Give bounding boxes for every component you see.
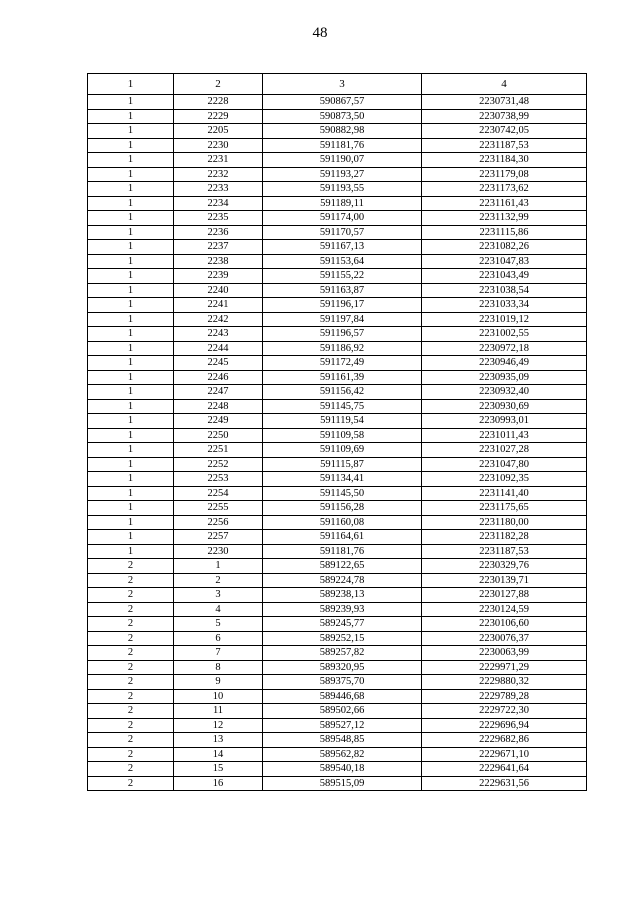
table-cell: 589562,82 (263, 747, 422, 762)
table-cell: 1 (88, 472, 174, 487)
table-row (88, 414, 587, 429)
table-cell: 2240 (174, 283, 263, 298)
table-cell: 2235 (174, 211, 263, 226)
table-cell: 1 (88, 95, 174, 110)
table-cell: 591155,22 (263, 269, 422, 284)
table-cell: 2231141,40 (422, 486, 587, 501)
table-cell: 591172,49 (263, 356, 422, 371)
table-cell: 591196,17 (263, 298, 422, 313)
table-cell: 2 (88, 776, 174, 791)
table-row (88, 182, 587, 197)
table-cell: 1 (88, 501, 174, 516)
table-cell: 2205 (174, 124, 263, 139)
table-body (88, 95, 587, 791)
table-cell: 2234 (174, 196, 263, 211)
table-row (88, 733, 587, 748)
table-row (88, 327, 587, 342)
column-header-3: 3 (263, 74, 422, 95)
table-cell: 2 (88, 718, 174, 733)
table-cell: 591115,87 (263, 457, 422, 472)
table-cell: 591161,39 (263, 370, 422, 385)
table-cell: 591163,87 (263, 283, 422, 298)
table-cell: 589320,95 (263, 660, 422, 675)
table-cell: 590873,50 (263, 109, 422, 124)
table-cell: 591145,75 (263, 399, 422, 414)
table-cell: 2231002,55 (422, 327, 587, 342)
table-cell: 2231179,08 (422, 167, 587, 182)
table-row (88, 776, 587, 791)
table-row (88, 472, 587, 487)
table-cell: 1 (88, 211, 174, 226)
table-cell: 2251 (174, 443, 263, 458)
table-cell: 16 (174, 776, 263, 791)
table-cell: 589238,13 (263, 588, 422, 603)
table-cell: 1 (88, 254, 174, 269)
table-cell: 2231 (174, 153, 263, 168)
table-cell: 590867,57 (263, 95, 422, 110)
table-cell: 1 (88, 356, 174, 371)
table-cell: 2 (88, 631, 174, 646)
table-cell: 6 (174, 631, 263, 646)
table-cell: 2230139,71 (422, 573, 587, 588)
table-cell: 1 (88, 312, 174, 327)
coordinates-table (87, 73, 587, 791)
table-cell: 591193,27 (263, 167, 422, 182)
table-row (88, 385, 587, 400)
table-cell: 2257 (174, 530, 263, 545)
table-cell: 1 (88, 428, 174, 443)
table-cell: 2229789,28 (422, 689, 587, 704)
table-cell: 5 (174, 617, 263, 632)
table-row (88, 138, 587, 153)
table-cell: 1 (88, 486, 174, 501)
table-row (88, 312, 587, 327)
table-row (88, 399, 587, 414)
table-cell: 591134,41 (263, 472, 422, 487)
table-cell: 2229641,64 (422, 762, 587, 777)
table-cell: 2231047,83 (422, 254, 587, 269)
table-row (88, 428, 587, 443)
table-row (88, 544, 587, 559)
table-row (88, 675, 587, 690)
table-cell: 2231082,26 (422, 240, 587, 255)
table-cell: 2229696,94 (422, 718, 587, 733)
table-row (88, 718, 587, 733)
table-cell: 591164,61 (263, 530, 422, 545)
table-cell: 589245,77 (263, 617, 422, 632)
table-cell: 591170,57 (263, 225, 422, 240)
table-cell: 2231182,28 (422, 530, 587, 545)
table-cell: 589252,15 (263, 631, 422, 646)
table-cell: 589257,82 (263, 646, 422, 661)
table-cell: 2229971,29 (422, 660, 587, 675)
table-row (88, 501, 587, 516)
table-cell: 2230 (174, 138, 263, 153)
table-row (88, 443, 587, 458)
table-cell: 2248 (174, 399, 263, 414)
table-cell: 591193,55 (263, 182, 422, 197)
table-cell: 1 (88, 530, 174, 545)
table-row (88, 283, 587, 298)
column-header-2: 2 (174, 74, 263, 95)
table-row (88, 269, 587, 284)
table-cell: 2229880,32 (422, 675, 587, 690)
table-cell: 591181,76 (263, 544, 422, 559)
table-row (88, 530, 587, 545)
table-cell: 2243 (174, 327, 263, 342)
table-cell: 2230946,49 (422, 356, 587, 371)
table-cell: 591190,07 (263, 153, 422, 168)
table-cell: 2 (88, 588, 174, 603)
table-cell: 591109,58 (263, 428, 422, 443)
table-cell: 2241 (174, 298, 263, 313)
table-cell: 2230738,99 (422, 109, 587, 124)
table-cell: 591119,54 (263, 414, 422, 429)
table-cell: 8 (174, 660, 263, 675)
table-cell: 2254 (174, 486, 263, 501)
column-header-1: 1 (88, 74, 174, 95)
table-cell: 2250 (174, 428, 263, 443)
table-cell: 589527,12 (263, 718, 422, 733)
table-row (88, 602, 587, 617)
table-row (88, 370, 587, 385)
table-cell: 2256 (174, 515, 263, 530)
table-cell: 2239 (174, 269, 263, 284)
table-cell: 591156,42 (263, 385, 422, 400)
table-cell: 2246 (174, 370, 263, 385)
table-cell: 2242 (174, 312, 263, 327)
table-cell: 2 (88, 733, 174, 748)
table-cell: 2231038,54 (422, 283, 587, 298)
table-cell: 2230124,59 (422, 602, 587, 617)
table-cell: 14 (174, 747, 263, 762)
table-cell: 2231187,53 (422, 544, 587, 559)
table-cell: 591196,57 (263, 327, 422, 342)
table-cell: 2231011,43 (422, 428, 587, 443)
table-cell: 2247 (174, 385, 263, 400)
table-cell: 2237 (174, 240, 263, 255)
table-cell: 13 (174, 733, 263, 748)
table-cell: 2231180,00 (422, 515, 587, 530)
table-cell: 2255 (174, 501, 263, 516)
table-row (88, 240, 587, 255)
table-cell: 2229631,56 (422, 776, 587, 791)
table-row (88, 196, 587, 211)
table-cell: 2231047,80 (422, 457, 587, 472)
table-cell: 2230063,99 (422, 646, 587, 661)
table-cell: 2231175,65 (422, 501, 587, 516)
table-cell: 2 (88, 660, 174, 675)
table-cell: 2230731,48 (422, 95, 587, 110)
table-cell: 590882,98 (263, 124, 422, 139)
table-row (88, 588, 587, 603)
table-cell: 10 (174, 689, 263, 704)
table-row (88, 689, 587, 704)
table-cell: 2249 (174, 414, 263, 429)
table-cell: 2230 (174, 544, 263, 559)
table-cell: 591160,08 (263, 515, 422, 530)
table-cell: 9 (174, 675, 263, 690)
table-row (88, 95, 587, 110)
table-cell: 2 (88, 602, 174, 617)
page-number: 48 (312, 25, 328, 41)
table-cell: 2230993,01 (422, 414, 587, 429)
table-row (88, 646, 587, 661)
table-cell: 1 (88, 153, 174, 168)
table-cell: 1 (88, 138, 174, 153)
table-cell: 591156,28 (263, 501, 422, 516)
table-row (88, 704, 587, 719)
header-row (88, 74, 587, 95)
table-cell: 2231187,53 (422, 138, 587, 153)
table-row (88, 254, 587, 269)
table-row (88, 211, 587, 226)
table-cell: 589540,18 (263, 762, 422, 777)
table-cell: 1 (88, 341, 174, 356)
table-cell: 2231161,43 (422, 196, 587, 211)
table-row (88, 660, 587, 675)
table-cell: 589239,93 (263, 602, 422, 617)
table-cell: 2252 (174, 457, 263, 472)
table-cell: 3 (174, 588, 263, 603)
table-cell: 591153,64 (263, 254, 422, 269)
table-cell: 2 (88, 762, 174, 777)
table-cell: 1 (88, 283, 174, 298)
table-cell: 2229722,30 (422, 704, 587, 719)
table-cell: 2229682,86 (422, 733, 587, 748)
table-cell: 1 (88, 109, 174, 124)
table-row (88, 762, 587, 777)
table-cell: 4 (174, 602, 263, 617)
table-row (88, 573, 587, 588)
table-cell: 1 (88, 124, 174, 139)
table-cell: 2 (88, 559, 174, 574)
table-row (88, 109, 587, 124)
table-cell: 2 (88, 617, 174, 632)
table-cell: 1 (88, 225, 174, 240)
table-cell: 7 (174, 646, 263, 661)
table-header (88, 74, 587, 95)
table-cell: 2245 (174, 356, 263, 371)
table-cell: 1 (174, 559, 263, 574)
table-cell: 591189,11 (263, 196, 422, 211)
table-cell: 589515,09 (263, 776, 422, 791)
table-cell: 2238 (174, 254, 263, 269)
table-cell: 2 (88, 747, 174, 762)
table-cell: 2231115,86 (422, 225, 587, 240)
table-cell: 2231033,34 (422, 298, 587, 313)
table-cell: 2231019,12 (422, 312, 587, 327)
table-cell: 2230076,37 (422, 631, 587, 646)
table-cell: 1 (88, 399, 174, 414)
table-cell: 2229671,10 (422, 747, 587, 762)
table-cell: 2230972,18 (422, 341, 587, 356)
table-row (88, 457, 587, 472)
table-cell: 589375,70 (263, 675, 422, 690)
table-cell: 2244 (174, 341, 263, 356)
table-cell: 2230935,09 (422, 370, 587, 385)
table-cell: 1 (88, 167, 174, 182)
table-cell: 591181,76 (263, 138, 422, 153)
table-cell: 11 (174, 704, 263, 719)
table-cell: 12 (174, 718, 263, 733)
table-cell: 591174,00 (263, 211, 422, 226)
table-cell: 1 (88, 414, 174, 429)
table-row (88, 225, 587, 240)
table-row (88, 515, 587, 530)
table-cell: 2232 (174, 167, 263, 182)
table-row (88, 356, 587, 371)
table-cell: 1 (88, 443, 174, 458)
table-row (88, 747, 587, 762)
table-cell: 2233 (174, 182, 263, 197)
table-cell: 2231132,99 (422, 211, 587, 226)
table-row (88, 559, 587, 574)
table-cell: 2236 (174, 225, 263, 240)
table-cell: 2231173,62 (422, 182, 587, 197)
table-row (88, 167, 587, 182)
table-cell: 15 (174, 762, 263, 777)
table-cell: 2 (88, 704, 174, 719)
table-cell: 2231043,49 (422, 269, 587, 284)
table-cell: 1 (88, 240, 174, 255)
table-cell: 2 (88, 573, 174, 588)
table-cell: 2230127,88 (422, 588, 587, 603)
table-cell: 589122,65 (263, 559, 422, 574)
table-cell: 1 (88, 385, 174, 400)
table-cell: 2230930,69 (422, 399, 587, 414)
table-cell: 1 (88, 196, 174, 211)
table-cell: 2 (88, 689, 174, 704)
table-cell: 2 (88, 675, 174, 690)
table-cell: 2253 (174, 472, 263, 487)
table-cell: 2230329,76 (422, 559, 587, 574)
table-cell: 591186,92 (263, 341, 422, 356)
table-cell: 591197,84 (263, 312, 422, 327)
column-header-4: 4 (422, 74, 587, 95)
table-cell: 1 (88, 327, 174, 342)
table-cell: 591167,13 (263, 240, 422, 255)
table-row (88, 124, 587, 139)
table-cell: 1 (88, 515, 174, 530)
table-cell: 2231027,28 (422, 443, 587, 458)
table-cell: 2230932,40 (422, 385, 587, 400)
table-row (88, 486, 587, 501)
table-cell: 2230106,60 (422, 617, 587, 632)
table-cell: 1 (88, 298, 174, 313)
table-cell: 2228 (174, 95, 263, 110)
table-cell: 1 (88, 182, 174, 197)
table-cell: 2229 (174, 109, 263, 124)
table-row (88, 153, 587, 168)
table-cell: 1 (88, 544, 174, 559)
table-cell: 589224,78 (263, 573, 422, 588)
table-cell: 2230742,05 (422, 124, 587, 139)
table-cell: 589548,85 (263, 733, 422, 748)
table-cell: 589446,68 (263, 689, 422, 704)
table-cell: 589502,66 (263, 704, 422, 719)
table-cell: 2 (88, 646, 174, 661)
table-cell: 591145,50 (263, 486, 422, 501)
table-cell: 591109,69 (263, 443, 422, 458)
table-cell: 2231184,30 (422, 153, 587, 168)
table-cell: 1 (88, 457, 174, 472)
table-cell: 2231092,35 (422, 472, 587, 487)
table-row (88, 631, 587, 646)
table-row (88, 298, 587, 313)
table-cell: 1 (88, 370, 174, 385)
table-cell: 2 (174, 573, 263, 588)
table-row (88, 617, 587, 632)
table-row (88, 341, 587, 356)
table-cell: 1 (88, 269, 174, 284)
